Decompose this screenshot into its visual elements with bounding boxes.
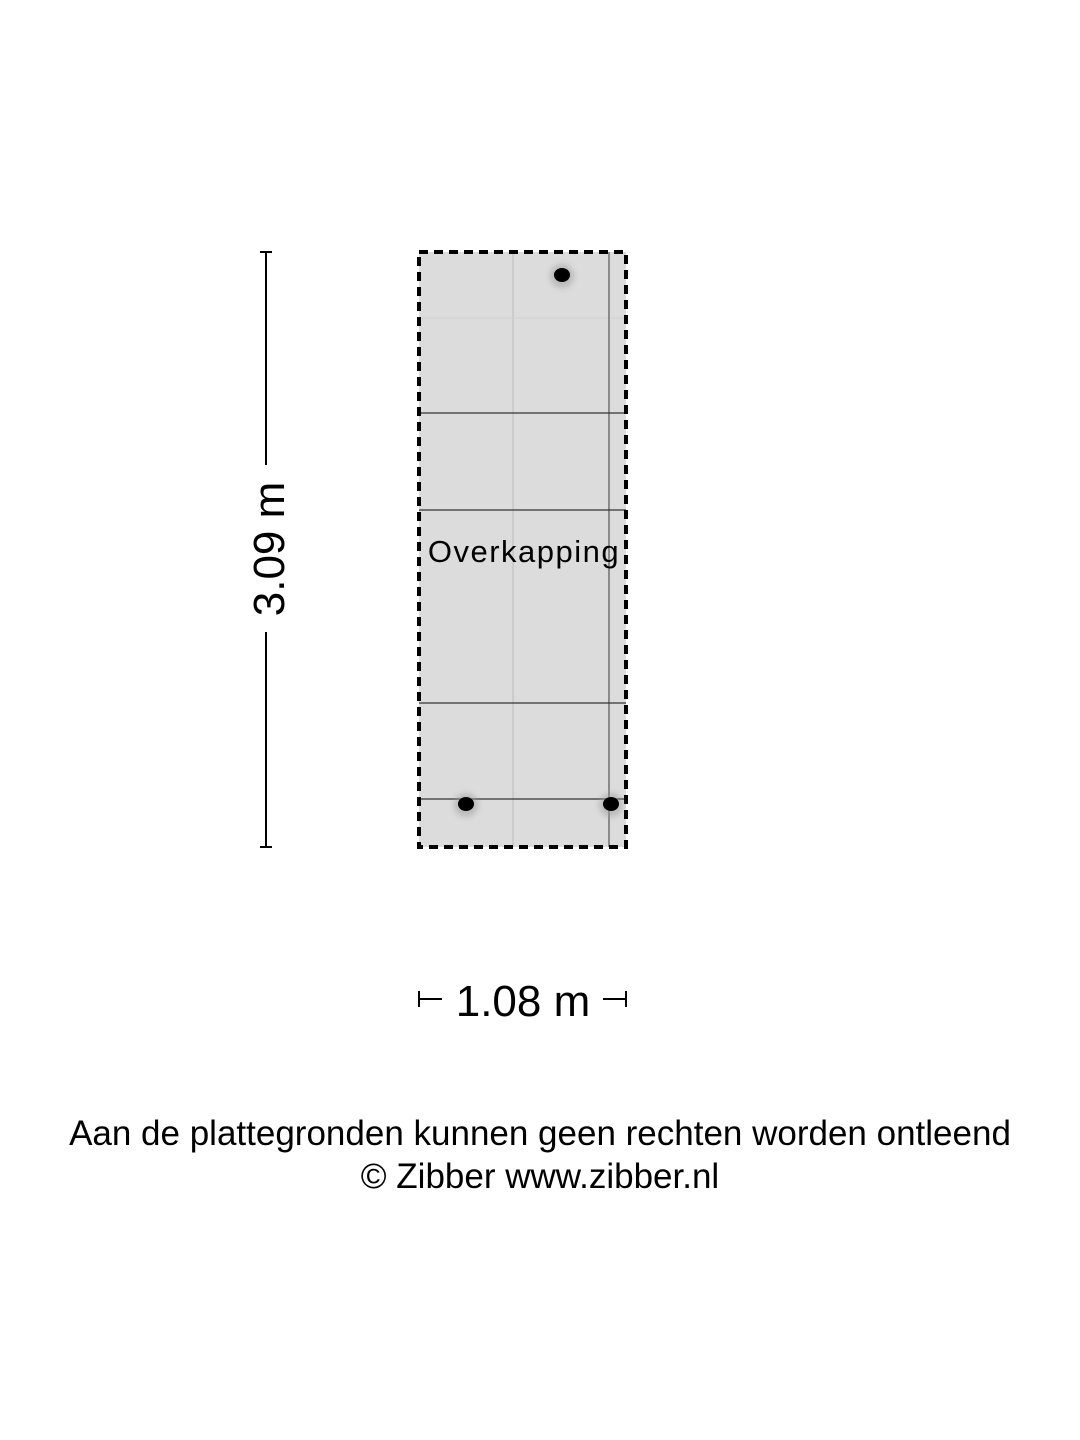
width-dimension-label: 1.08 m bbox=[455, 977, 591, 1026]
room-label: Overkapping bbox=[427, 534, 621, 569]
copyright-text: © Zibber www.zibber.nl bbox=[360, 1157, 720, 1196]
height-dimension-label: 3.09 m bbox=[245, 481, 294, 617]
post-bottom-left bbox=[454, 793, 478, 817]
width-dimension bbox=[419, 977, 626, 1026]
disclaimer-text: Aan de plattegronden kunnen geen rechten worden ontleend bbox=[69, 1114, 1011, 1153]
height-dimension bbox=[245, 252, 294, 847]
post-bottom-right bbox=[599, 793, 623, 817]
post-top bbox=[550, 264, 574, 288]
room-overkapping bbox=[419, 252, 626, 847]
